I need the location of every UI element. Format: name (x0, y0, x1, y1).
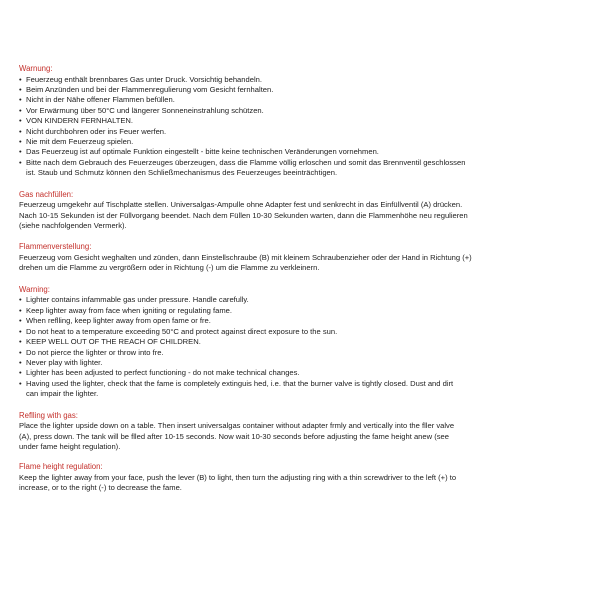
list-item: • Beim Anzünden und bei der Flammenregulierung vom Gesicht fernhalten. (19, 85, 274, 94)
list-item: • Do not pierce the lighter or throw into fre. (19, 347, 164, 357)
list-item: • Having used the lighter, check that the fame is completely extinguis hed, i.e. that the burner valve is tightly closed. Dust and dirt can impair the lighter. (19, 378, 454, 399)
list-item: • When reflling, keep lighter away from open fame or fre. (19, 316, 211, 326)
en-flame-heading: Flame height regulation: (19, 462, 103, 472)
paragraph-line: under fame height regulation). (19, 441, 121, 451)
list-item: • Nicht durchbohren oder ins Feuer werfen. (19, 126, 167, 136)
de-warning-heading: Warnung: (19, 64, 53, 73)
list-item: • Das Feuerzeug ist auf optimale Funktion eingestellt - bitte keine technischen Veränderungen vornehmen. (19, 147, 379, 157)
paragraph-line: Feuerzeug vom Gesicht weghalten und zünden, dann Einstellschraube (B) mit kleinem Schraubenzieher oder der Hand in Richtung (+) (19, 253, 472, 263)
de-refill-section (19, 190, 575, 232)
en-refill-heading: Reflling with gas: (19, 410, 78, 420)
en-warning-heading: Warning: (19, 284, 50, 294)
paragraph-line: Keep the lighter away from your face, push the lever (B) to light, then turn the adjusting ring with a thin screwdriver to the left (+) to (19, 472, 457, 482)
list-item: • Vor Erwärmung über 50°C und längerer Sonneneinstrahlung schützen. (19, 105, 264, 115)
list-item: • Nie mit dem Feuerzeug spielen. (19, 137, 134, 147)
list-item: • Do not heat to a temperature exceeding 50°C and protect against direct exposure to the sun. (19, 326, 338, 336)
list-item: • Feuerzeug enthält brennbares Gas unter Druck. Vorsichtig behandeln. (19, 74, 262, 84)
paragraph-line: increase, or to the right (-) to decrease the fame. (19, 483, 182, 493)
en-warning-section (19, 285, 575, 400)
de-warning-section (19, 64, 575, 179)
paragraph-line: (A), press down. The tank will be flled after 10-15 seconds. Now wait 10-30 seconds before adjusting the fame height anew (see (19, 431, 449, 441)
list-item: • Keep lighter away from face when igniting or regulating fame. (19, 305, 232, 315)
paragraph-line: (siehe nachfolgenden Vermerk). (19, 221, 127, 231)
en-refill-section (19, 411, 575, 453)
list-item: • Lighter has been adjusted to perfect functioning - do not make technical changes. (19, 368, 300, 378)
instruction-document (19, 64, 575, 505)
paragraph-line: Place the lighter upside down on a table. Then insert universalgas container without adapter frmly and vertically into the fller valve (19, 421, 455, 431)
en-flame-section (19, 462, 575, 493)
list-item: • Never play with lighter. (19, 357, 103, 367)
de-refill-heading: Gas nachfüllen: (19, 189, 74, 199)
list-item: • Lighter contains infammable gas under pressure. Handle carefully. (19, 295, 249, 305)
list-item: • KEEP WELL OUT OF THE REACH OF CHILDREN. (19, 337, 201, 347)
de-flame-heading: Flammenverstellung: (19, 242, 92, 252)
paragraph-line: drehen um die Flamme zu vergrößern oder in Richtung (-) um die Flamme zu verkleinern. (19, 263, 320, 273)
list-item: • Bitte nach dem Gebrauch des Feuerzeuges überzeugen, dass die Flamme völlig erloschen und somit das Brennventil geschlossen ist. Staub und Schmutz können den Schließmechanismus des Feuerzeuges beeinträchtigen. (19, 157, 466, 178)
list-item: • VON KINDERN FERNHALTEN. (19, 116, 134, 126)
list-item: • Nicht in der Nähe offener Flammen befüllen. (19, 95, 175, 105)
de-flame-section (19, 242, 575, 273)
paragraph-line: Nach 10-15 Sekunden ist der Füllvorgang beendet. Nach dem Füllen 10-30 Sekunden warten, dann die Flammenhöhe neu regulieren (19, 210, 468, 220)
paragraph-line: Feuerzeug umgekehr auf Tischplatte stellen. Universalgas-Ampulle ohne Adapter fest und senkrecht in das Einfüllventil (A) drücken. (19, 200, 463, 210)
